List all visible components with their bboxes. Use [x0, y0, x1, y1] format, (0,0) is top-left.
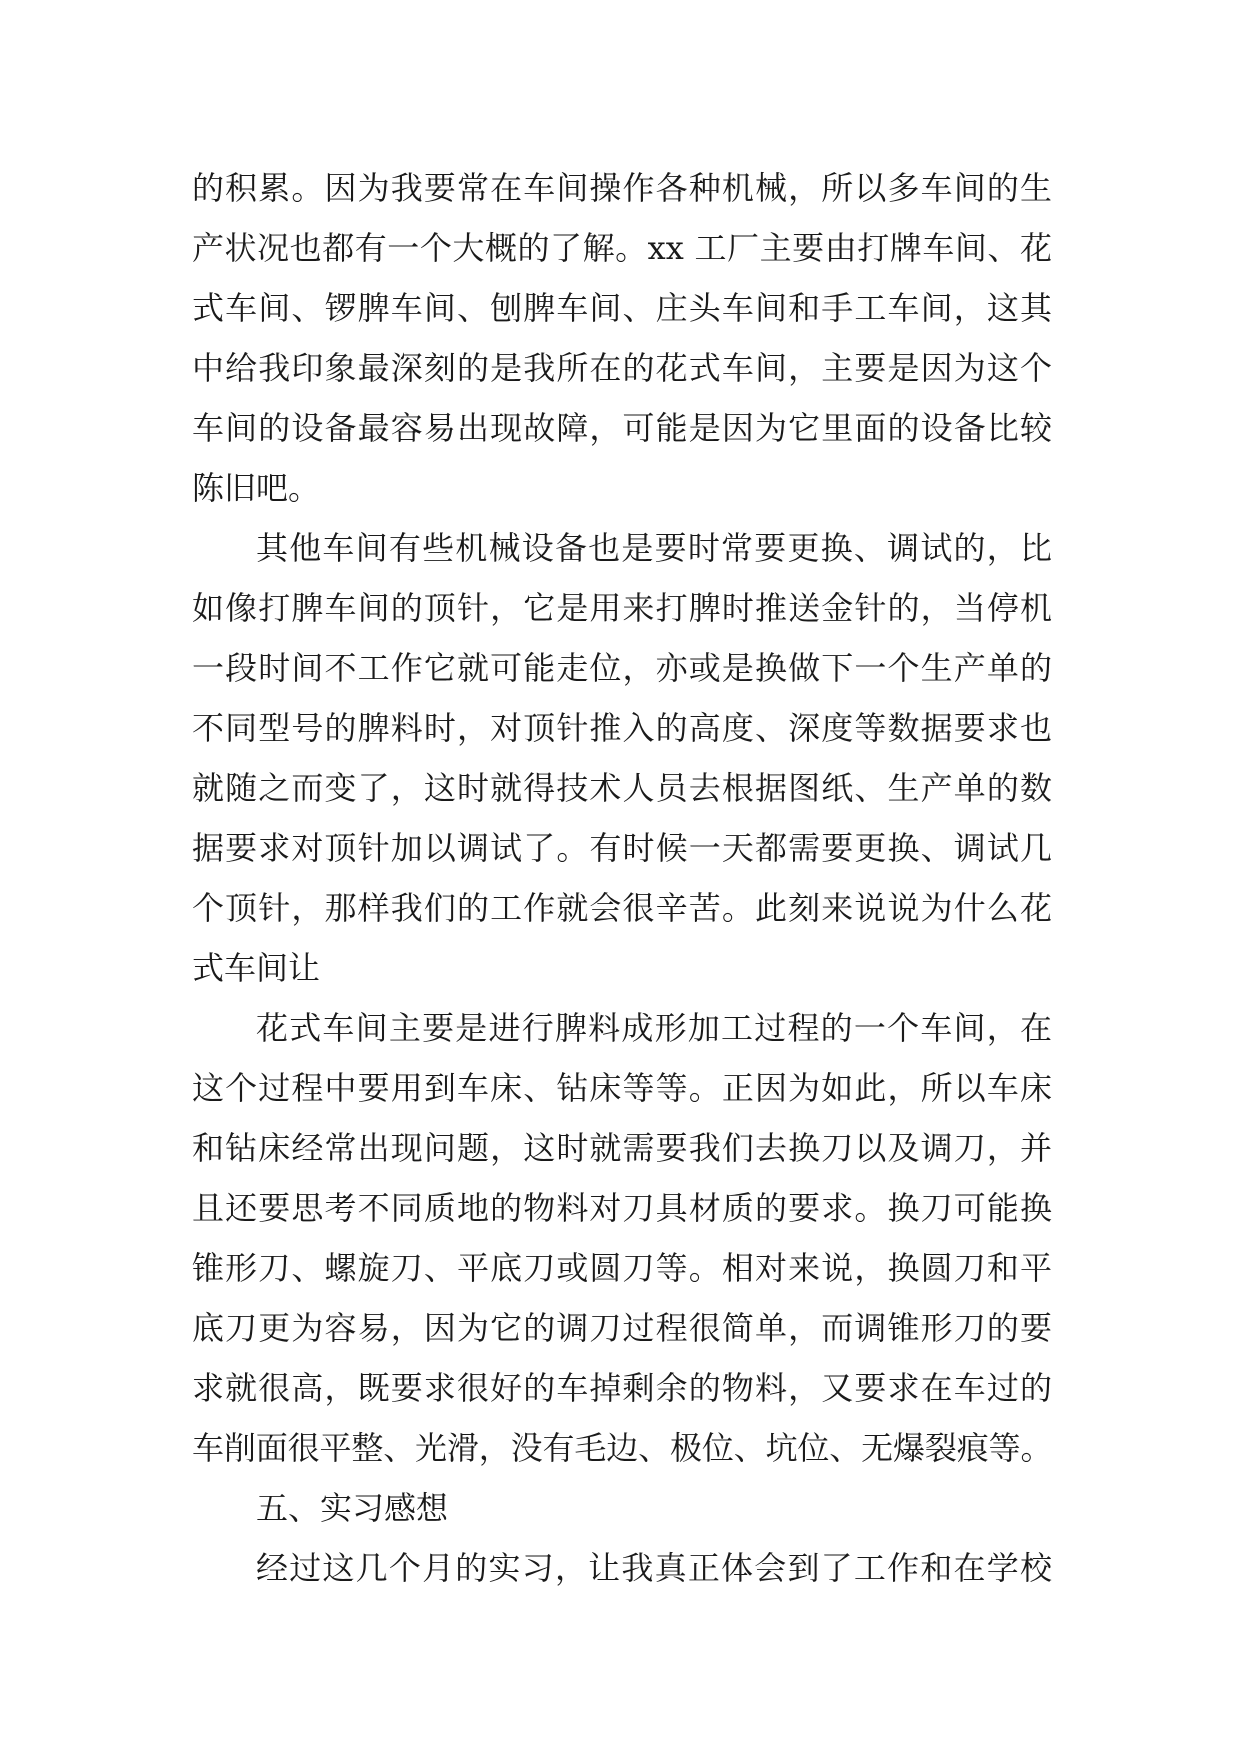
text-line-16: 这个过程中要用到车床、钻床等等。正因为如此，所以车床	[192, 1069, 1052, 1107]
text-line-15: 花式车间主要是进行脾料成形加工过程的一个车间，在	[256, 1009, 1052, 1047]
text-line-2: 产状况也都有一个大概的了解。xx 工厂主要由打牌车间、花	[192, 229, 1052, 267]
text-line-22: 车削面很平整、光滑，没有毛边、极位、坑位、无爆裂痕等。	[192, 1429, 1052, 1467]
text-line-4: 中给我印象最深刻的是我所在的花式车间，主要是因为这个	[192, 349, 1052, 387]
text-line-7: 其他车间有些机械设备也是要时常要更换、调试的，比	[256, 529, 1052, 567]
text-line-12: 据要求对顶针加以调试了。有时候一天都需要更换、调试几	[192, 829, 1052, 867]
text-line-13: 个顶针，那样我们的工作就会很辛苦。此刻来说说为什么花	[192, 889, 1052, 927]
text-line-5: 车间的设备最容易出现故障，可能是因为它里面的设备比较	[192, 409, 1052, 447]
text-line-3: 式车间、锣脾车间、刨脾车间、庄头车间和手工车间，这其	[192, 289, 1052, 327]
text-line-19: 锥形刀、螺旋刀、平底刀或圆刀等。相对来说，换圆刀和平	[192, 1249, 1052, 1287]
text-line-24: 经过这几个月的实习，让我真正体会到了工作和在学校	[256, 1549, 1052, 1587]
document-body	[192, 158, 1052, 1598]
text-line-18: 且还要思考不同质地的物料对刀具材质的要求。换刀可能换	[192, 1189, 1052, 1227]
text-line-17: 和钻床经常出现问题，这时就需要我们去换刀以及调刀，并	[192, 1129, 1052, 1167]
text-line-8: 如像打脾车间的顶针，它是用来打脾时推送金针的，当停机	[192, 589, 1052, 627]
section-heading: 五、实习感想	[256, 1489, 449, 1527]
text-line-20: 底刀更为容易，因为它的调刀过程很简单，而调锥形刀的要	[192, 1309, 1052, 1347]
text-line-6: 陈旧吧。	[192, 469, 321, 507]
text-line-1: 的积累。因为我要常在车间操作各种机械，所以多车间的生	[192, 169, 1052, 207]
text-line-11: 就随之而变了，这时就得技术人员去根据图纸、生产单的数	[192, 769, 1052, 807]
text-line-10: 不同型号的脾料时，对顶针推入的高度、深度等数据要求也	[192, 709, 1052, 747]
text-line-14: 式车间让	[192, 949, 321, 987]
text-line-9: 一段时间不工作它就可能走位，亦或是换做下一个生产单的	[192, 649, 1052, 687]
text-line-21: 求就很高，既要求很好的车掉剩余的物料，又要求在车过的	[192, 1369, 1052, 1407]
